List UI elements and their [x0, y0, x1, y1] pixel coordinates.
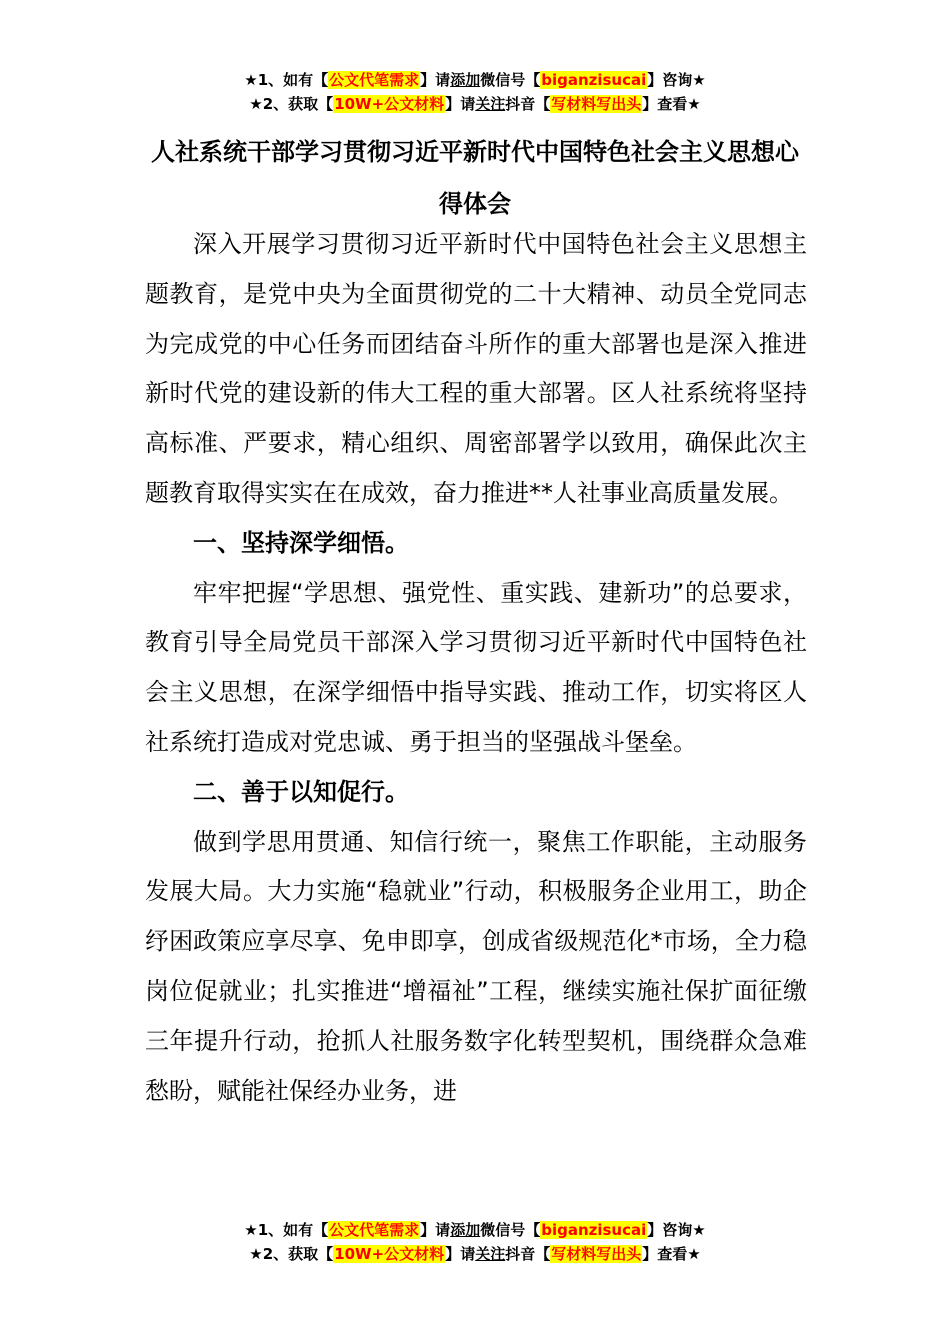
section-paragraph-1: 牢牢把握“学思想、强党性、重实践、建新功”的总要求，教育引导全局党员干部深入学习贯彻习近平新时代中国特色社会主义思想，在深学细悟中指导实践、推动工作，切实将区人社系统打造成对党忠诚、勇于担当的坚强战斗堡垒。: [145, 578, 807, 756]
banner-text: 】请: [445, 1245, 476, 1263]
banner-text: 微信号【: [480, 71, 541, 89]
banner-text: 】请: [420, 71, 451, 89]
intro-paragraph: 深入开展学习贯彻习近平新时代中国特色社会主义思想主题教育，是党中央为全面贯彻党的二十大精神、动员全党同志为完成党的中心任务而团结奋斗所作的重大部署也是深入推进新时代党的建设新的伟大工程的重大部署。区人社系统将坚持高标准、严要求，精心组织、周密部署学以致用，确保此次主题教育取得实实在在成效，奋力推进**人社事业高质量发展。: [145, 230, 807, 507]
section-heading-1: 一、坚持深学细悟。: [193, 528, 409, 557]
banner-text: 】咨询★: [647, 1221, 706, 1239]
banner-highlight: 写材料写出头: [551, 1245, 642, 1263]
banner-highlight: 10W+公文材料: [334, 1245, 445, 1263]
banner-highlight: 写材料写出头: [551, 95, 642, 113]
footer-banner: [0, 1218, 950, 1266]
banner-highlight: biganzisucai: [541, 1221, 647, 1239]
banner-text: 】请: [445, 95, 476, 113]
banner-underline: 关注: [475, 95, 506, 113]
banner-text: 抖音【: [505, 1245, 551, 1263]
banner-highlight: biganzisucai: [541, 71, 647, 89]
document-body: [145, 220, 807, 1116]
banner-text: ★2、获取【: [249, 1245, 334, 1263]
banner-text: 】查看★: [642, 1245, 701, 1263]
banner-underline: 添加: [450, 71, 481, 89]
banner-line-2: [0, 1242, 950, 1266]
section-paragraph-2: 做到学思用贯通、知信行统一，聚焦工作职能，主动服务发展大局。大力实施“稳就业”行动，积极服务企业用工，助企纾困政策应享尽享、免申即享，创成省级规范化*市场，全力稳岗位促就业；扎实推进“增福祉”工程，继续实施社保扩面征缴三年提升行动，抢抓人社服务数字化转型契机，围绕群众急难愁盼，赋能社保经办业务，进: [145, 827, 807, 1105]
banner-highlight: 10W+公文材料: [334, 95, 445, 113]
banner-text: 】查看★: [642, 95, 701, 113]
banner-text: ★2、获取【: [249, 95, 334, 113]
banner-line-1: [0, 1218, 950, 1242]
banner-text: 】咨询★: [647, 71, 706, 89]
banner-underline: 添加: [450, 1221, 481, 1239]
banner-text: ★1、如有【: [244, 1221, 329, 1239]
header-banner: [0, 68, 950, 116]
banner-highlight: 公文代笔需求: [329, 1221, 420, 1239]
document-title: 人社系统干部学习贯彻习近平新时代中国特色社会主义思想心得体会: [151, 138, 799, 218]
banner-text: 微信号【: [480, 1221, 541, 1239]
banner-underline: 关注: [475, 1245, 506, 1263]
banner-text: 抖音【: [505, 95, 551, 113]
section-heading-2: 二、善于以知促行。: [193, 777, 409, 806]
banner-line-1: [0, 68, 950, 92]
banner-text: ★1、如有【: [244, 71, 329, 89]
banner-line-2: [0, 92, 950, 116]
banner-text: 】请: [420, 1221, 451, 1239]
banner-highlight: 公文代笔需求: [329, 71, 420, 89]
